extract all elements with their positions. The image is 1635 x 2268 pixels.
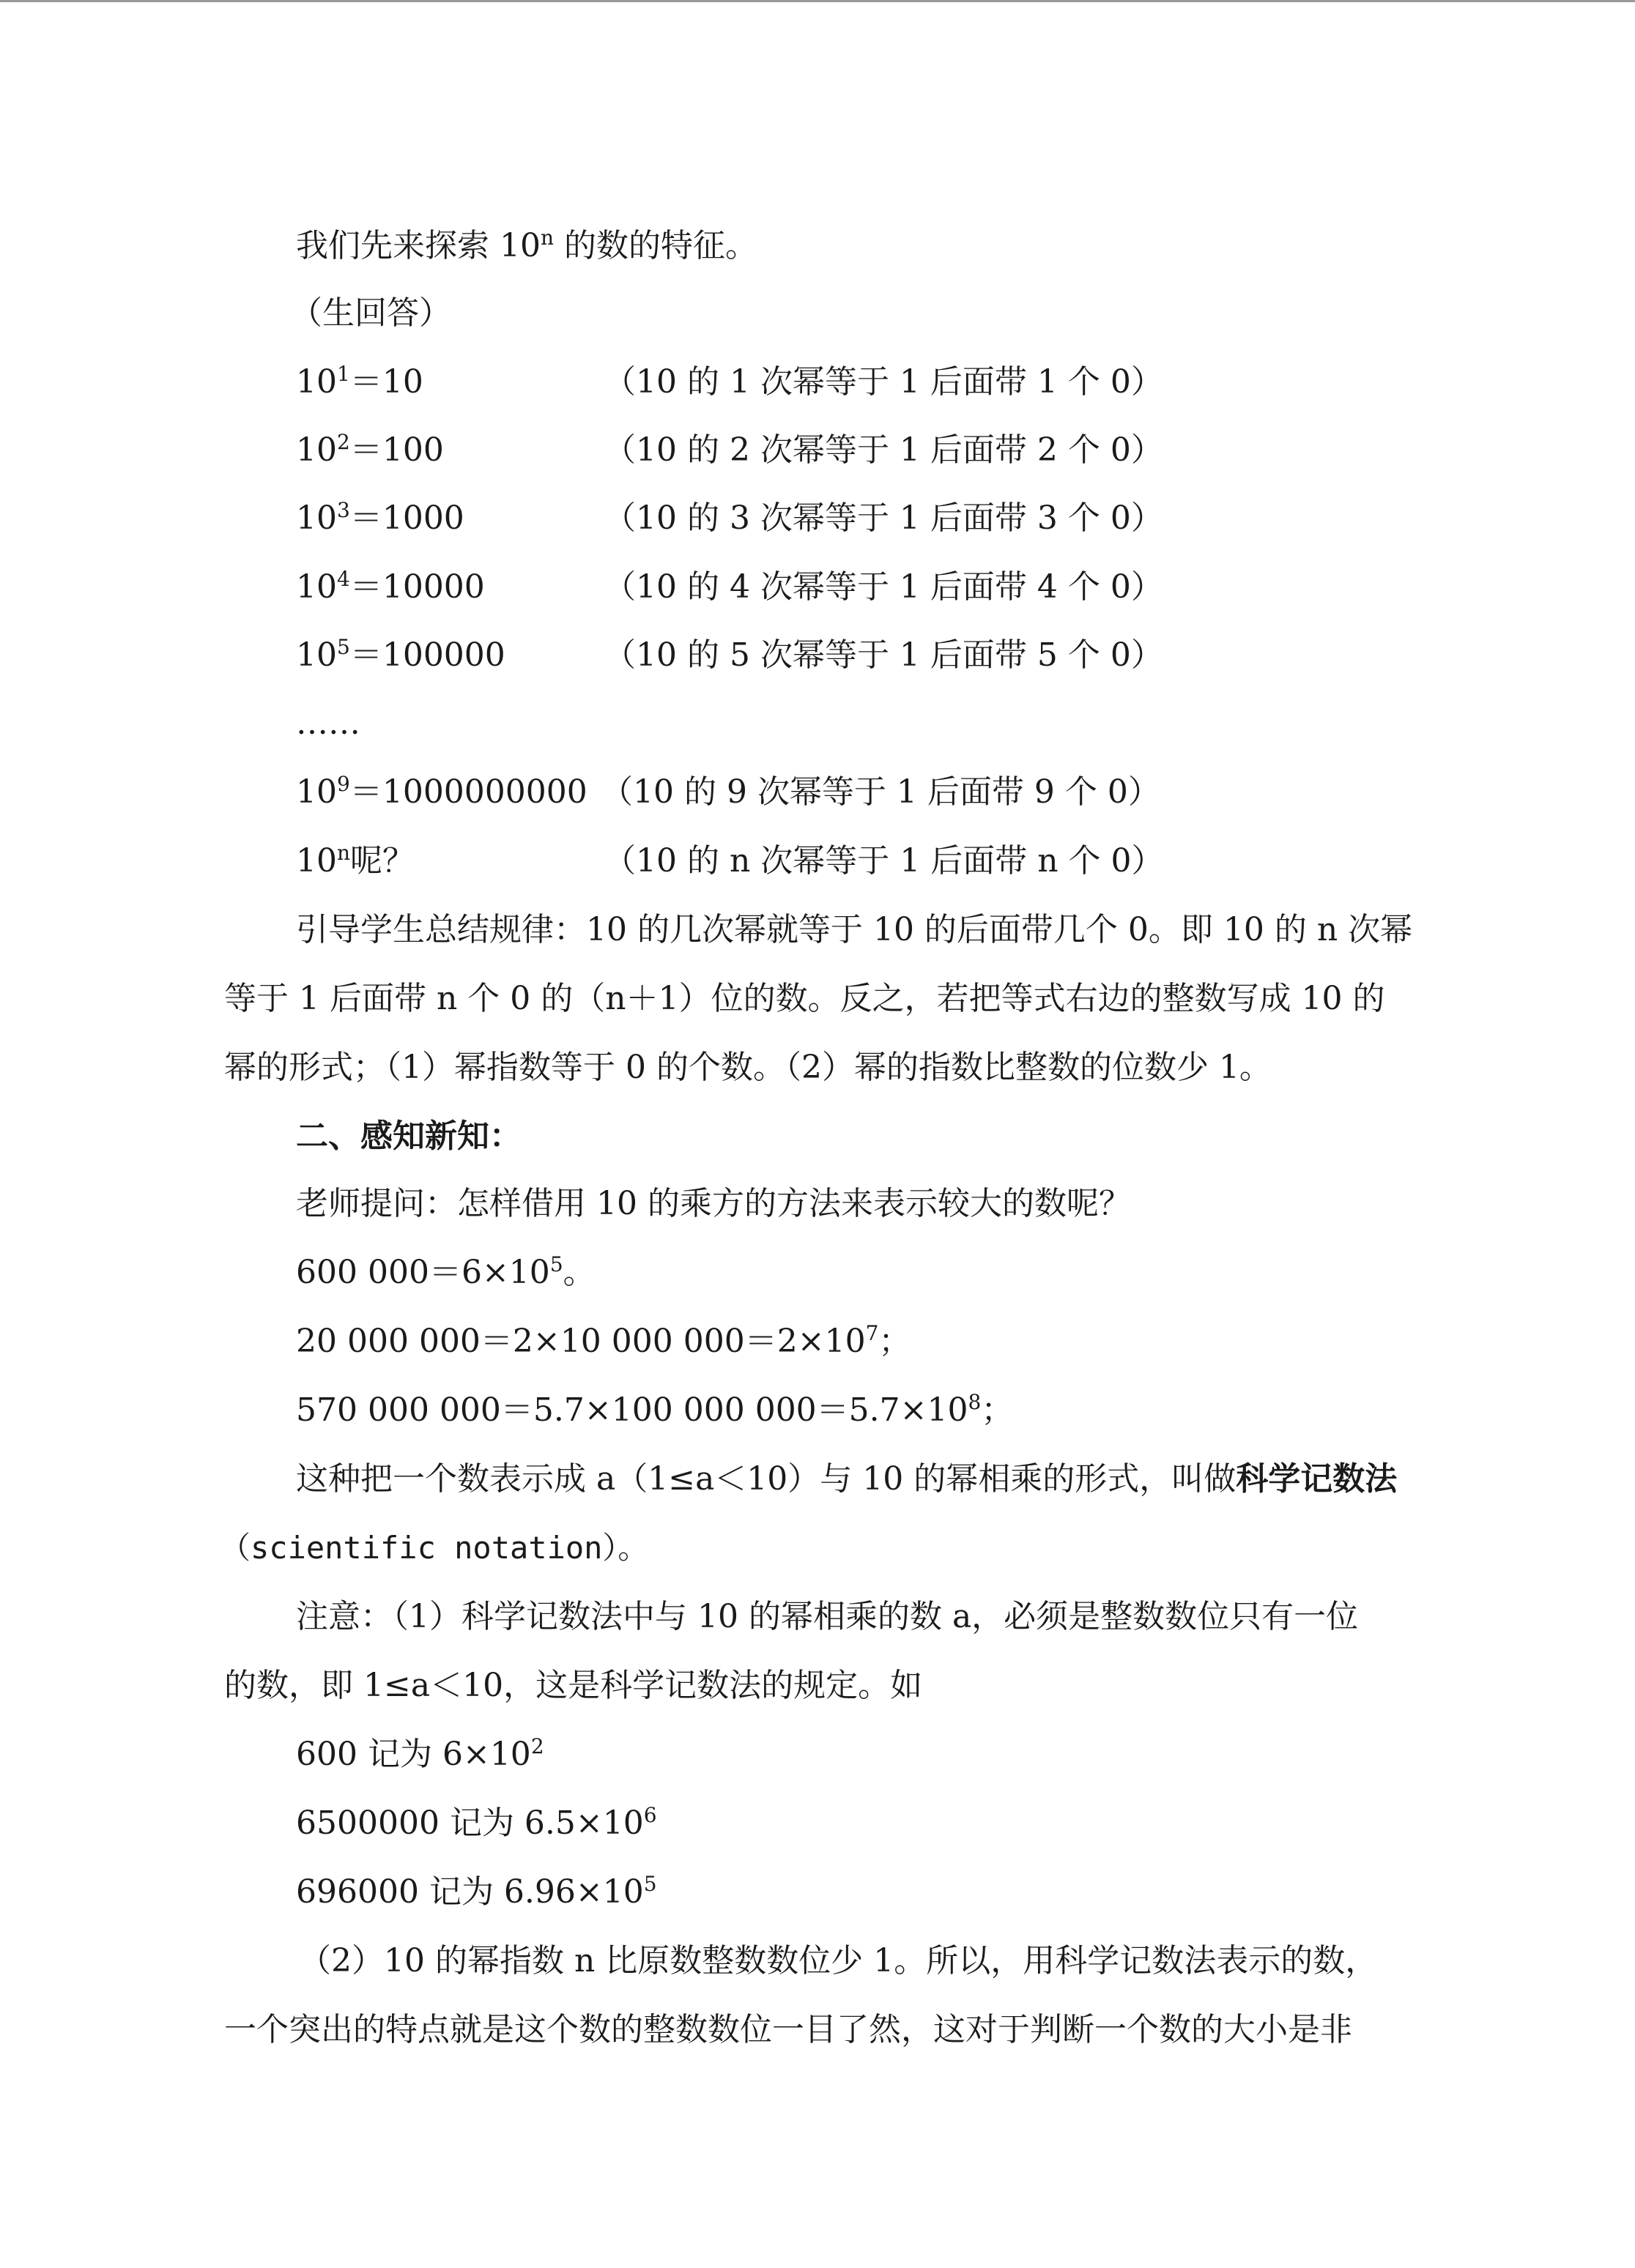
note-example-3 (296, 1870, 657, 1914)
power-result: ＝10 (349, 363, 423, 401)
power-exponent: 2 (337, 430, 350, 454)
intro-line (296, 224, 757, 268)
power-base: 10 (296, 568, 337, 606)
student-answer: （生回答） (290, 294, 451, 332)
power-result: ＝100 (349, 431, 444, 469)
power-base: 10 (296, 431, 337, 469)
power-base: 10 (296, 842, 337, 880)
power-row-5-note: （10 的 5 次幂等于 1 后面带 5 个 0） (604, 636, 1163, 674)
power-row-3-note: （10 的 3 次幂等于 1 后面带 3 个 0） (604, 499, 1163, 537)
power-row-1-equation (296, 360, 423, 404)
power-base: 10 (296, 636, 337, 674)
intro-exponent: n (540, 226, 555, 250)
power-row-4-equation (296, 565, 485, 609)
power-row-4-note: （10 的 4 次幂等于 1 后面带 4 个 0） (604, 568, 1163, 606)
power-exponent: 4 (337, 567, 350, 591)
example-3 (296, 1388, 1013, 1432)
summary-line-2: 等于 1 后面带 n 个 0 的（n＋1）位的数。反之，若把等式右边的整数写成 10 的 (224, 980, 1385, 1017)
power-exponent: 1 (337, 362, 350, 386)
power-exponent: 5 (337, 635, 350, 659)
power-row-2-note: （10 的 2 次幂等于 1 后面带 2 个 0） (604, 431, 1163, 469)
note-example-exponent: 6 (643, 1803, 657, 1827)
power-result: 呢？ (350, 842, 415, 880)
power-result: ＝100000 (349, 636, 505, 674)
power-row-3-equation (296, 497, 464, 540)
example-exponent: 7 (865, 1321, 879, 1345)
note-example-1 (296, 1733, 544, 1777)
power-base: 10 (296, 499, 337, 537)
example-punct: 。 (563, 1254, 596, 1291)
power-exponent: n (337, 841, 351, 865)
definition-line-2: （scientific notation）。 (220, 1530, 649, 1566)
power-row-n-equation (296, 839, 415, 883)
definition-term: 科学记数法 (1236, 1460, 1398, 1498)
teacher-question: 老师提问：怎样借用 10 的乘方的方法来表示较大的数呢？ (296, 1185, 1131, 1222)
intro-text-after: 的数的特征。 (554, 227, 758, 264)
note-example-exponent: 5 (643, 1872, 657, 1896)
power-result: ＝10000 (349, 568, 485, 606)
power-row-2-equation (296, 428, 444, 472)
intro-text: 我们先来探索 10 (296, 227, 541, 264)
power-row-1-note: （10 的 1 次幂等于 1 后面带 1 个 0） (604, 363, 1163, 401)
example-punct: ； (878, 1323, 911, 1360)
note-example-2 (296, 1802, 657, 1845)
example-text: 600 000＝6×10 (296, 1254, 550, 1291)
power-row-5-equation (296, 633, 505, 677)
note-example-exponent: 2 (530, 1734, 544, 1758)
power-base: 10 (296, 363, 337, 401)
power-exponent: 9 (337, 772, 350, 796)
power-exponent: 3 (337, 498, 350, 522)
note1-line-2: 的数，即 1≤a＜10，这是科学记数法的规定。如 (224, 1667, 923, 1704)
note-example-text: 6500000 记为 6.5×10 (296, 1804, 644, 1842)
note-example-text: 600 记为 6×10 (296, 1736, 531, 1773)
example-2 (296, 1320, 911, 1364)
summary-line-3: 幂的形式；（1）幂指数等于 0 的个数。（2）幂的指数比整数的位数少 1。 (224, 1049, 1272, 1086)
note-example-text: 696000 记为 6.96×10 (296, 1873, 644, 1911)
note2-line-1: （2）10 的幂指数 n 比原数整数数位少 1。所以，用科学记数法表示的数， (299, 1942, 1378, 1979)
definition-text: 这种把一个数表示成 a（1≤a＜10）与 10 的幂相乘的形式，叫做 (296, 1460, 1237, 1498)
summary-line-1: 引导学生总结规律：10 的几次幂就等于 10 的后面带几个 0。即 10 的 n 次幂 (296, 911, 1413, 948)
definition-line-1 (296, 1457, 1397, 1501)
example-text: 570 000 000＝5.7×100 000 000＝5.7×10 (296, 1391, 968, 1429)
power-row-9-note: （10 的 9 次幂等于 1 后面带 9 个 0） (601, 773, 1160, 811)
example-1 (296, 1251, 596, 1295)
power-row-9-equation (296, 770, 587, 814)
example-exponent: 8 (968, 1390, 982, 1414)
power-result: ＝1000 (349, 499, 464, 537)
example-exponent: 5 (549, 1252, 563, 1276)
example-punct: ； (981, 1391, 1014, 1429)
note1-line-1: 注意：（1）科学记数法中与 10 的幂相乘的数 a，必须是整数数位只有一位 (296, 1598, 1359, 1635)
section-heading: 二、感知新知： (296, 1118, 522, 1155)
example-text: 20 000 000＝2×10 000 000＝2×10 (296, 1323, 866, 1360)
note2-line-2: 一个突出的特点就是这个数的整数数位一目了然，这对于判断一个数的大小是非 (224, 2011, 1352, 2048)
power-base: 10 (296, 773, 337, 811)
power-row-n-note: （10 的 n 次幂等于 1 后面带 n 个 0） (604, 842, 1164, 880)
ellipsis: …… (296, 704, 360, 742)
power-result: ＝1000000000 (349, 773, 587, 811)
